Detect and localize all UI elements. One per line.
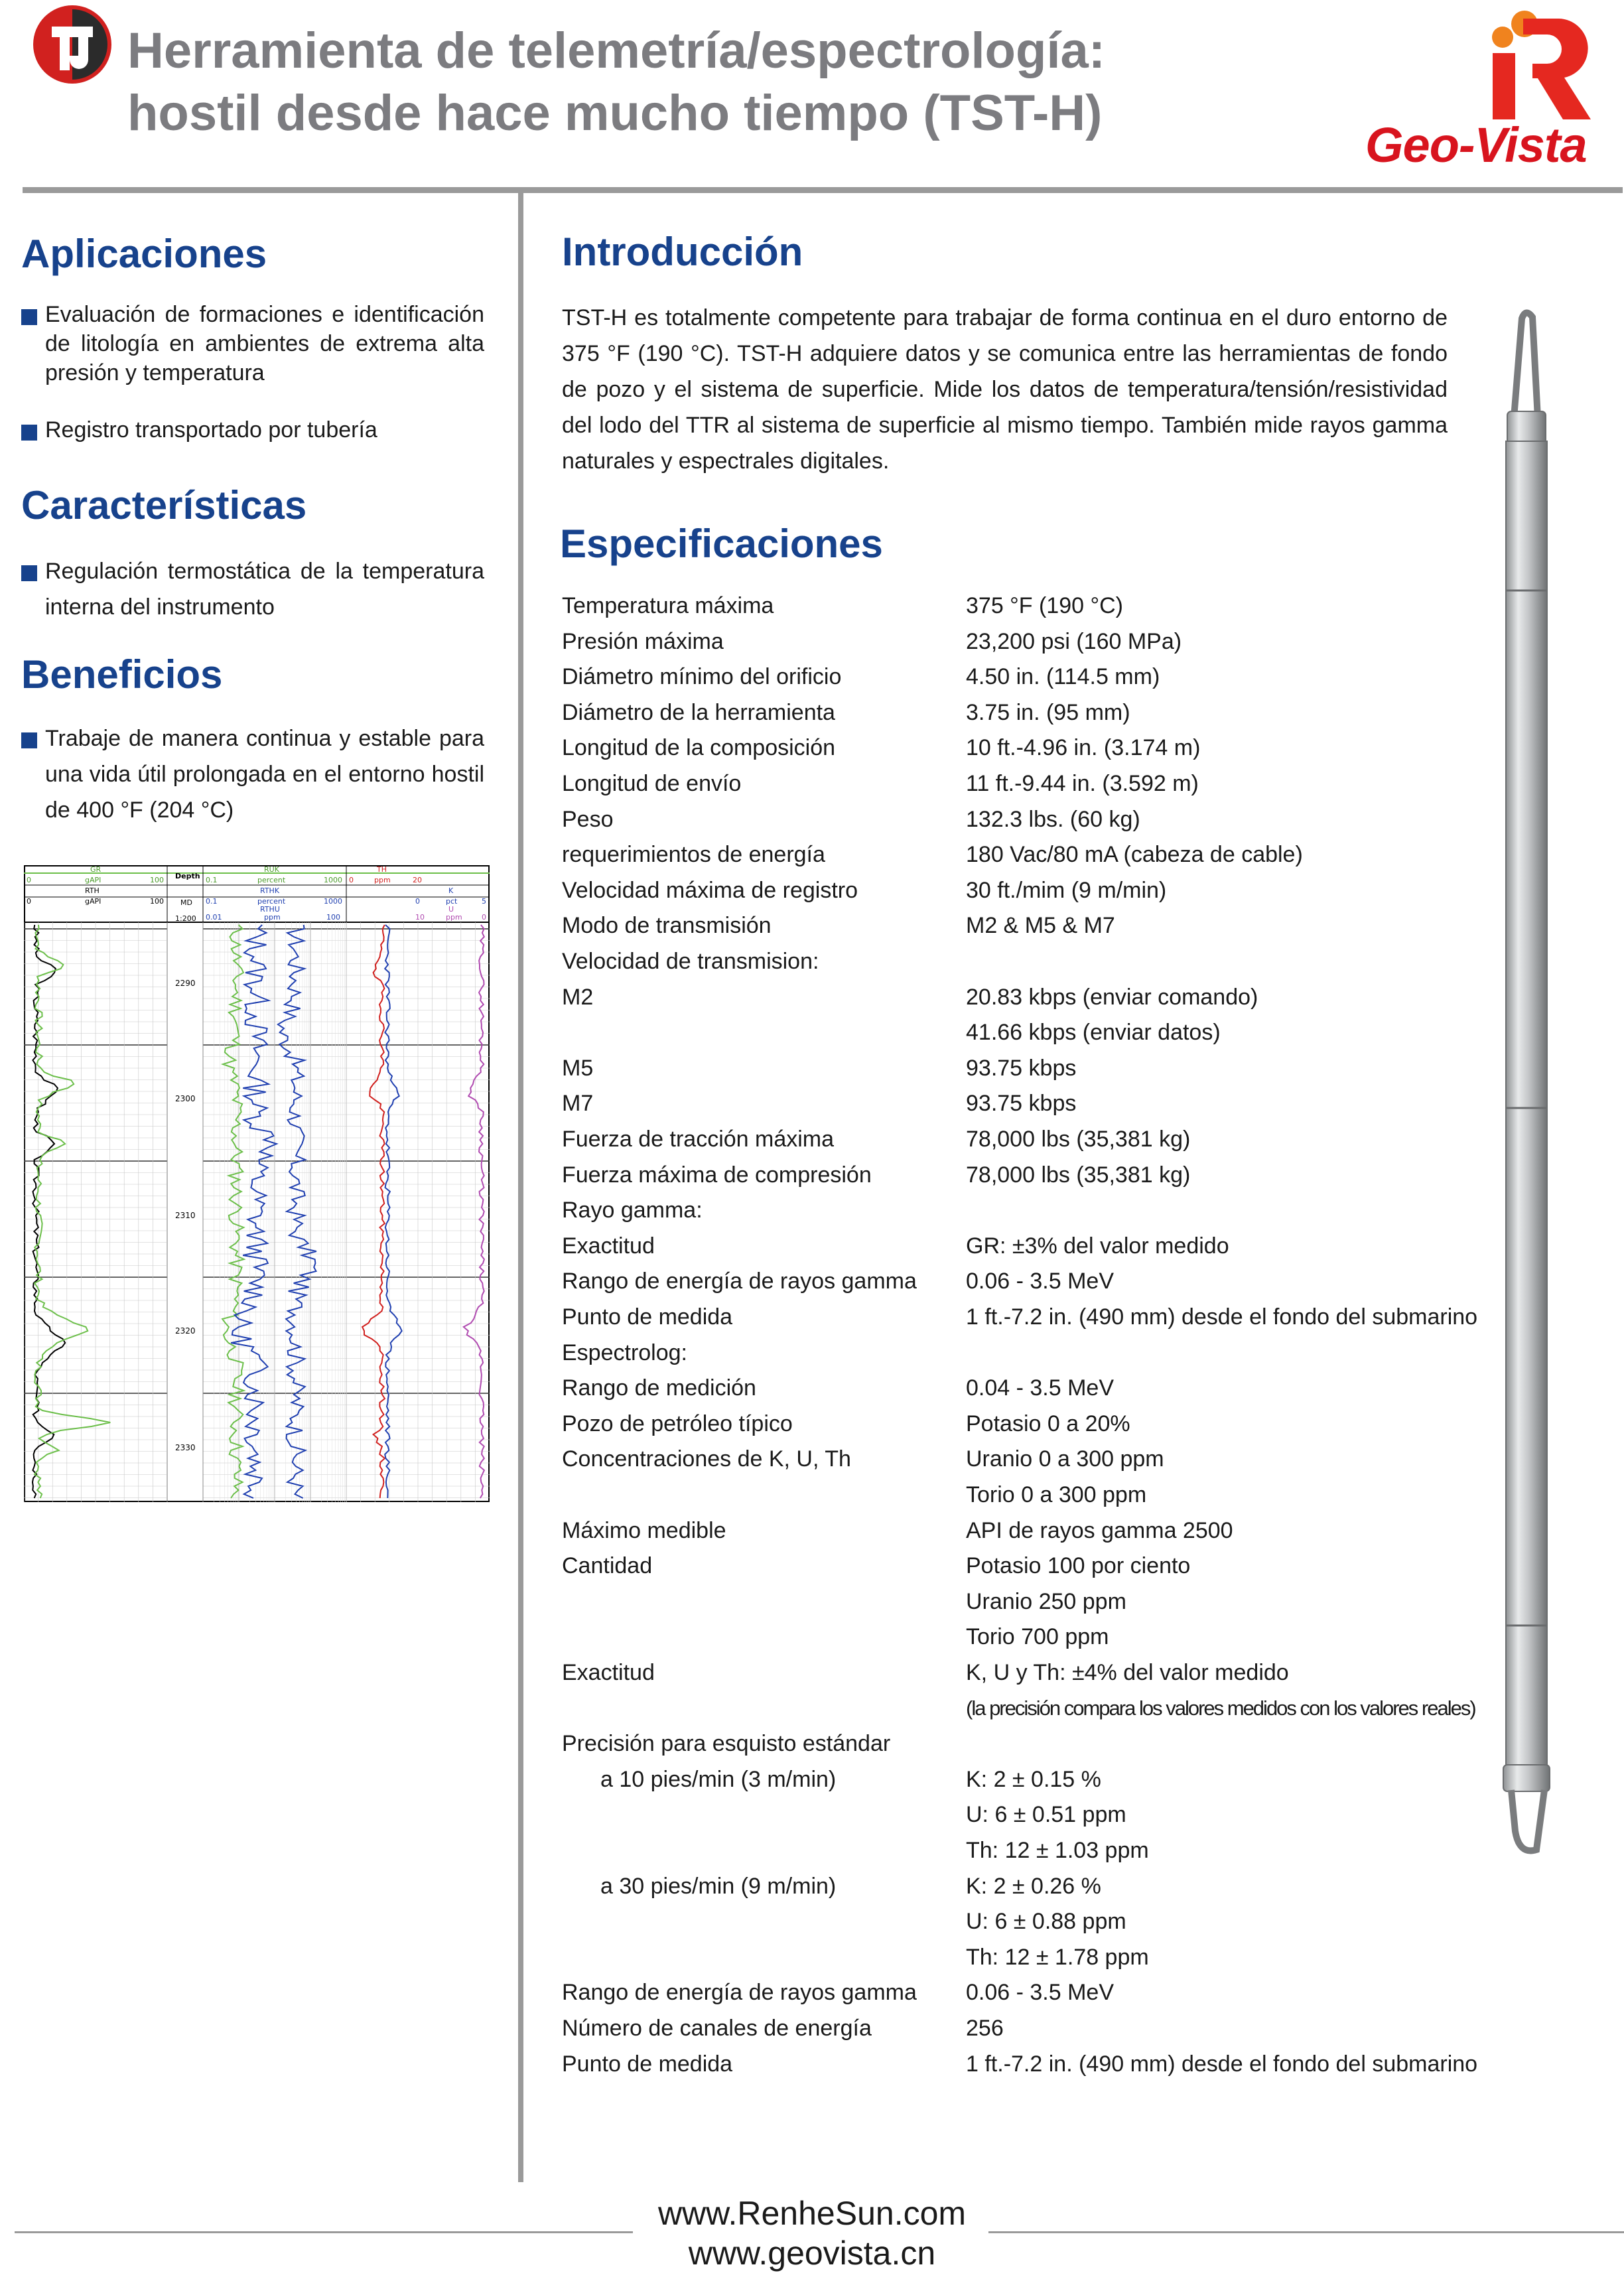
track2-curve2-unit: percent: [257, 897, 286, 906]
footer-url-1[interactable]: www.RenheSun.com: [657, 2195, 967, 2232]
spec-row: [562, 1157, 1557, 1193]
spec-row: [562, 659, 1557, 695]
track1-curve2-name: RTH: [85, 886, 100, 895]
spec-row: [562, 1406, 1557, 1442]
caracteristicas-heading: Características: [21, 483, 307, 527]
spec-label: Temperatura máxima: [562, 593, 774, 618]
spec-label: Longitud de envío: [562, 771, 742, 796]
spec-row: [562, 801, 1557, 837]
column-divider: [518, 193, 523, 2182]
track2-curve2-min: 0.1: [206, 897, 218, 906]
spec-label: Rayo gamma:: [562, 1198, 703, 1223]
spec-row: [562, 1441, 1557, 1477]
spec-value: Potasio 100 por ciento: [966, 1553, 1191, 1578]
spec-row: [562, 1192, 1557, 1228]
spec-value: M2 & M5 & M7: [966, 913, 1115, 938]
spec-label: Exactitud: [562, 1660, 655, 1685]
spec-row: [562, 1939, 1557, 1975]
track1-curve1-unit: gAPI: [85, 876, 102, 884]
track2-curve3-unit: ppm: [264, 913, 281, 922]
track1-curve2-max: 100: [150, 897, 164, 906]
spec-label: Exactitud: [562, 1233, 655, 1259]
spec-label: Rango de energía de rayos gamma: [562, 1269, 917, 1294]
spec-label: Velocidad máxima de registro: [562, 878, 858, 903]
especificaciones-heading: Especificaciones: [560, 521, 883, 566]
track2-curve1-max: 1000: [324, 876, 342, 884]
depth-label: 2320: [175, 1326, 196, 1336]
spec-row: [562, 943, 1557, 979]
list-item: Evaluación de formaciones e identificación de litología en ambientes de extrema alta presión y temperatura: [21, 300, 484, 387]
title-line-2: hostil desde hace mucho tiempo (TST-H): [127, 85, 1103, 141]
depth-scale-label: 1:200: [175, 914, 196, 923]
spec-label: Diámetro de la herramienta: [562, 700, 835, 725]
spec-value: 93.75 kbps: [966, 1056, 1077, 1081]
spec-value: 0.06 - 3.5 MeV: [966, 1269, 1115, 1294]
spec-value: GR: ±3% del valor medido: [966, 1233, 1229, 1259]
spec-label: Máximo medible: [562, 1518, 726, 1543]
list-item: Trabaje de manera continua y estable para una vida útil prolongada en el entorno hostil de 400 °F (204 °C): [21, 721, 484, 828]
spec-value: 256: [966, 2016, 1004, 2041]
spec-row: [562, 1085, 1557, 1121]
spec-value: 10 ft.-4.96 in. (3.174 m): [966, 735, 1201, 760]
spec-label: Rango de medición: [562, 1375, 756, 1401]
spec-value: Th: 12 ± 1.03 ppm: [966, 1838, 1149, 1863]
spec-row: [562, 695, 1557, 730]
spec-label: Presión máxima: [562, 629, 724, 654]
beneficios-heading: Beneficios: [21, 652, 223, 697]
track3-curve3-min: 10: [415, 913, 425, 922]
spec-value: 0.06 - 3.5 MeV: [966, 1980, 1115, 2005]
spec-row: [562, 1513, 1557, 1549]
well-log-chart: [24, 865, 490, 1502]
spec-value: Uranio 0 a 300 ppm: [966, 1446, 1164, 1472]
spec-row: [562, 1584, 1557, 1620]
track2-curve3-min: 0.01: [206, 913, 222, 922]
spec-row: [562, 1619, 1557, 1655]
spec-row: [562, 1655, 1557, 1691]
spec-value: 1 ft.-7.2 in. (490 mm) desde el fondo del submarino: [966, 2051, 1478, 2077]
spec-label: Precisión para esquisto estándar: [562, 1731, 891, 1756]
track3-curve1-unit: ppm: [374, 876, 391, 884]
spec-label: a 30 pies/min (9 m/min): [600, 1874, 837, 1899]
spec-value: 78,000 lbs (35,381 kg): [966, 1127, 1191, 1152]
spec-value: Th: 12 ± 1.78 ppm: [966, 1945, 1149, 1970]
track1-curve2-min: 0: [27, 897, 31, 906]
bullet-icon: [21, 309, 37, 325]
spec-value: 1 ft.-7.2 in. (490 mm) desde el fondo del submarino: [966, 1304, 1478, 1330]
spec-row: [562, 588, 1557, 624]
brand-wordmark: Geo-Vista: [1365, 117, 1587, 173]
aplicaciones-heading: Aplicaciones: [21, 232, 267, 276]
spec-row: [562, 837, 1557, 872]
spec-label: Fuerza de tracción máxima: [562, 1127, 835, 1152]
spec-row: [562, 1050, 1557, 1086]
spec-value: 0.04 - 3.5 MeV: [966, 1375, 1115, 1401]
spec-label: M7: [562, 1091, 594, 1116]
title-line-1: Herramienta de telemetría/espectrología:: [127, 23, 1106, 79]
spec-value: U: 6 ± 0.51 ppm: [966, 1802, 1126, 1827]
depth-label: 2310: [175, 1211, 196, 1220]
track3-curve3-unit: ppm: [446, 913, 462, 922]
track1-curve1-min: 0: [27, 876, 31, 884]
footer-url-2[interactable]: www.geovista.cn: [688, 2235, 936, 2272]
spec-label: Concentraciones de K, U, Th: [562, 1446, 851, 1472]
spec-value: 78,000 lbs (35,381 kg): [966, 1162, 1191, 1188]
spec-value: K: 2 ± 0.26 %: [966, 1874, 1101, 1899]
track3-curve2-name: K: [448, 886, 454, 895]
spec-value: K: 2 ± 0.15 %: [966, 1767, 1101, 1792]
spec-row: [562, 1832, 1557, 1868]
spec-value: (la precisión compara los valores medidos con los valores reales): [966, 1696, 1475, 1720]
spec-row: [562, 1974, 1557, 2010]
spec-row: [562, 1477, 1557, 1513]
spec-row: [562, 766, 1557, 801]
spec-value: Potasio 0 a 20%: [966, 1411, 1130, 1436]
track3-curve1-max: 20: [413, 876, 422, 884]
depth-md-label: MD: [180, 898, 192, 907]
spec-value: 180 Vac/80 mA (cabeza de cable): [966, 842, 1303, 867]
spec-value: K, U y Th: ±4% del valor medido: [966, 1660, 1289, 1685]
spec-label: Fuerza máxima de compresión: [562, 1162, 872, 1188]
track2-curve1-unit: percent: [257, 876, 286, 884]
bullet-icon: [21, 565, 37, 581]
spec-label: Pozo de petróleo típico: [562, 1411, 793, 1436]
spec-row: [562, 1548, 1557, 1584]
bullet-icon: [21, 425, 37, 441]
spec-value: 41.66 kbps (enviar datos): [966, 1020, 1221, 1045]
header-divider: [23, 187, 1623, 193]
company-logo-icon: [32, 4, 113, 85]
spec-value: Torio 0 a 300 ppm: [966, 1482, 1147, 1507]
track3-curve2-unit: pct: [446, 897, 458, 906]
spec-row: [562, 1014, 1557, 1050]
spec-value: 93.75 kbps: [966, 1091, 1077, 1116]
depth-header: Depth: [175, 872, 200, 880]
spec-row: [562, 1228, 1557, 1264]
track3-curve1-name: TH: [377, 865, 387, 874]
tool-image-icon: [1473, 305, 1586, 1864]
track3-curve2-max: 5: [482, 897, 486, 906]
spec-value: 132.3 lbs. (60 kg): [966, 807, 1140, 832]
spec-row: [562, 1868, 1557, 1904]
spec-row: [562, 730, 1557, 766]
spec-label: a 10 pies/min (3 m/min): [600, 1767, 837, 1792]
track2-curve3-max: 100: [326, 913, 340, 922]
spec-label: Longitud de la composición: [562, 735, 836, 760]
spec-value: 4.50 in. (114.5 mm): [966, 664, 1160, 689]
spec-value: API de rayos gamma 2500: [966, 1518, 1233, 1543]
spec-label: Peso: [562, 807, 614, 832]
spec-label: Punto de medida: [562, 1304, 733, 1330]
spec-label: Número de canales de energía: [562, 2016, 872, 2041]
spec-label: M2: [562, 985, 594, 1010]
track3-curve3-name: U: [448, 905, 454, 914]
spec-row: [562, 1335, 1557, 1371]
spec-row: [562, 1299, 1557, 1335]
spec-row: [562, 1370, 1557, 1406]
spec-row: [562, 1726, 1557, 1762]
spec-label: Punto de medida: [562, 2051, 733, 2077]
track2-curve1-min: 0.1: [206, 876, 218, 884]
spec-row: [562, 1797, 1557, 1832]
spec-value: 23,200 psi (160 MPa): [966, 629, 1182, 654]
spec-value: Torio 700 ppm: [966, 1624, 1109, 1649]
spec-value: 375 °F (190 °C): [966, 593, 1123, 618]
spec-row: [562, 1691, 1557, 1726]
introduccion-heading: Introducción: [562, 230, 803, 274]
intro-paragraph: TST-H es totalmente competente para trabajar de forma continua en el duro entorno de 375 °F (190 °C). TST-H adquiere datos y se comunica entre las herramientas de fondo de pozo y el sistema de superficie. Mide los datos de temperatura/tensión/resistividad del lodo del TTR al sistema de superficie al mismo tiempo. También mide rayos gamma naturales y espectrales digitales.: [562, 305, 1448, 474]
spec-label: Rango de energía de rayos gamma: [562, 1980, 917, 2005]
spec-row: [562, 979, 1557, 1015]
spec-row: [562, 872, 1557, 908]
spec-row: [562, 1903, 1557, 1939]
spec-row: [562, 2046, 1557, 2082]
spec-label: Diámetro mínimo del orificio: [562, 664, 842, 689]
track2-curve3-name: RTHU: [260, 905, 280, 914]
track1-curve2-unit: gAPI: [85, 897, 102, 906]
spec-row: [562, 1762, 1557, 1797]
depth-label: 2300: [175, 1094, 196, 1103]
spec-label: Velocidad de transmision:: [562, 949, 819, 974]
spec-value: 11 ft.-9.44 in. (3.592 m): [966, 771, 1199, 796]
track1-curve1-max: 100: [150, 876, 164, 884]
spec-row: [562, 1121, 1557, 1157]
track3-curve3-max: 0: [482, 913, 486, 922]
spec-row: [562, 908, 1557, 943]
spec-value: 20.83 kbps (enviar comando): [966, 985, 1258, 1010]
spec-row: [562, 624, 1557, 659]
spec-value: U: 6 ± 0.88 ppm: [966, 1909, 1126, 1934]
depth-label: 2330: [175, 1443, 196, 1452]
depth-label: 2290: [175, 979, 196, 988]
spec-value: 30 ft./mim (9 m/min): [966, 878, 1167, 903]
spec-row: [562, 1263, 1557, 1299]
track3-curve1-min: 0: [349, 876, 354, 884]
spec-label: requerimientos de energía: [562, 842, 825, 867]
track2-curve2-name: RTHK: [260, 886, 280, 895]
spec-row: [562, 2010, 1557, 2046]
spec-label: Modo de transmisión: [562, 913, 772, 938]
spec-label: Espectrolog:: [562, 1340, 687, 1365]
track3-curve2-min: 0: [415, 897, 420, 906]
list-item: Registro transportado por tubería: [21, 415, 484, 445]
track2-curve1-name: RUK: [264, 865, 279, 874]
list-item: Regulación termostática de la temperatura interna del instrumento: [21, 553, 484, 625]
spec-label: Cantidad: [562, 1553, 653, 1578]
spec-value: 3.75 in. (95 mm): [966, 700, 1130, 725]
track2-curve2-max: 1000: [324, 897, 342, 906]
spec-label: M5: [562, 1056, 594, 1081]
track1-curve1-name: GR: [90, 865, 102, 874]
spec-value: Uranio 250 ppm: [966, 1589, 1126, 1614]
page-title: [127, 20, 1105, 145]
bullet-icon: [21, 732, 37, 748]
